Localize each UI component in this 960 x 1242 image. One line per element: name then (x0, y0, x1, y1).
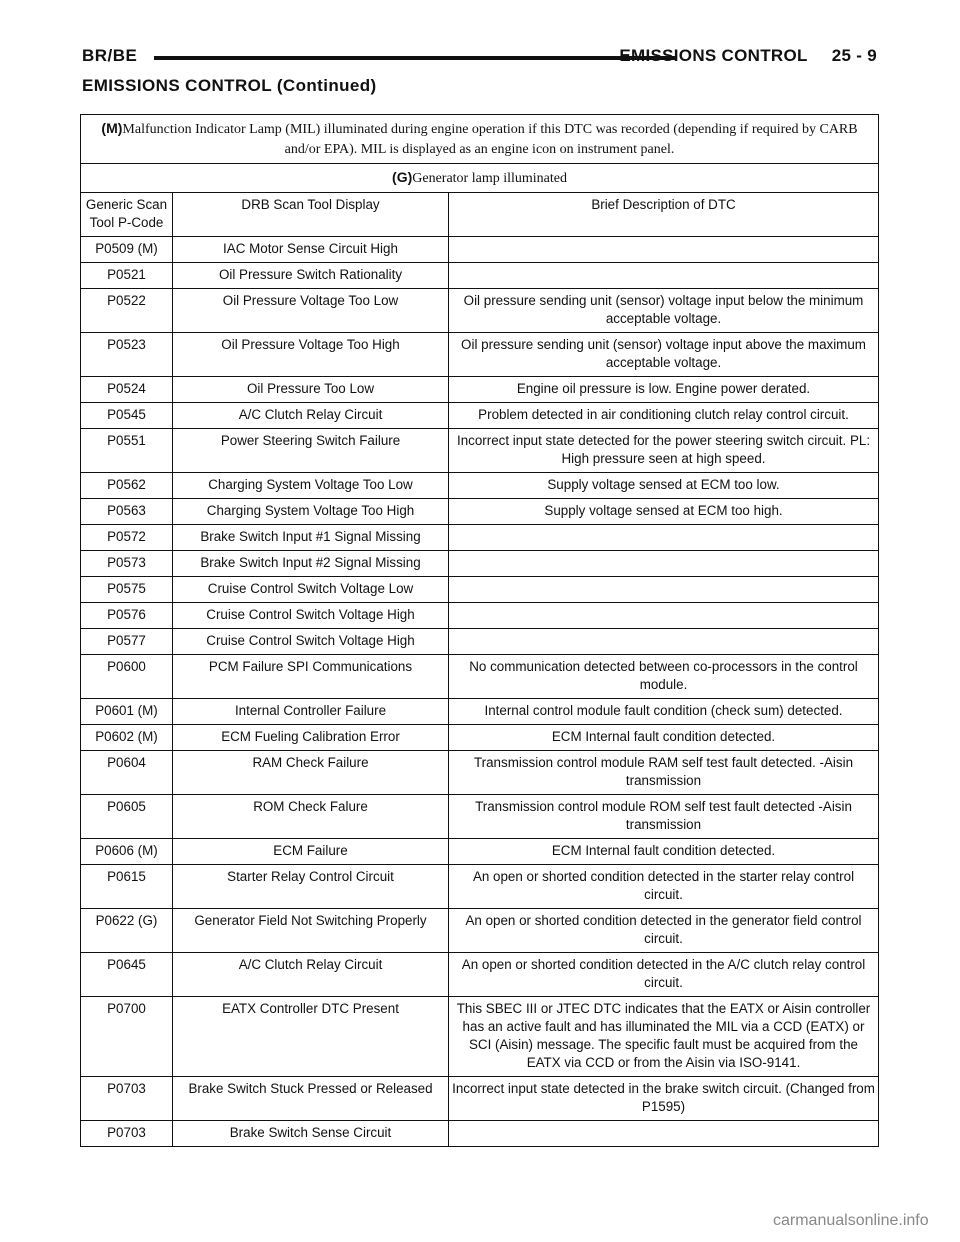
table-row (81, 403, 879, 429)
table-row (81, 699, 879, 725)
description-cell: Supply voltage sensed at ECM too high. (449, 499, 879, 525)
column-header-pcode: Generic Scan Tool P-Code (81, 193, 173, 237)
table-row (81, 751, 879, 795)
pcode-cell: P0523 (81, 333, 173, 377)
description-cell (449, 551, 879, 577)
dtc-table (80, 114, 879, 1147)
display-cell: IAC Motor Sense Circuit High (173, 237, 449, 263)
display-cell: ECM Fueling Calibration Error (173, 725, 449, 751)
description-cell: This SBEC III or JTEC DTC indicates that the EATX or Aisin controller has an active fault and has illuminated the MIL via a CCD (EATX) or SCI (Aisin) message. The specific fault must be acquired from the EATX via CCD or from the Aisin via ISO-9141. (449, 997, 879, 1077)
table-row (81, 603, 879, 629)
display-cell: Internal Controller Failure (173, 699, 449, 725)
table-row (81, 429, 879, 473)
table-row (81, 655, 879, 699)
display-cell: Oil Pressure Switch Rationality (173, 263, 449, 289)
table-row (81, 795, 879, 839)
description-cell: Transmission control module RAM self test fault detected. -Aisin transmission (449, 751, 879, 795)
description-cell: Engine oil pressure is low. Engine power derated. (449, 377, 879, 403)
pcode-cell: P0551 (81, 429, 173, 473)
display-cell: Cruise Control Switch Voltage High (173, 629, 449, 655)
watermark: carmanualsonline.info (773, 1212, 929, 1229)
column-header-description: Brief Description of DTC (449, 193, 879, 237)
display-cell: Starter Relay Control Circuit (173, 865, 449, 909)
pcode-cell: P0577 (81, 629, 173, 655)
header-page-number: 25 - 9 (831, 46, 877, 65)
pcode-cell: P0602 (M) (81, 725, 173, 751)
display-cell: Charging System Voltage Too Low (173, 473, 449, 499)
table-row (81, 237, 879, 263)
display-cell: Brake Switch Input #2 Signal Missing (173, 551, 449, 577)
note-text: Generator lamp illuminated (412, 171, 567, 186)
table-row (81, 577, 879, 603)
note-text: Malfunction Indicator Lamp (MIL) illuminated during engine operation if this DTC was recorded (depending if required by CARB and/or EPA). MIL is displayed as an engine icon on instrument panel. (122, 122, 858, 157)
display-cell: Oil Pressure Voltage Too High (173, 333, 449, 377)
column-header-display: DRB Scan Tool Display (173, 193, 449, 237)
description-cell: Problem detected in air conditioning clutch relay control circuit. (449, 403, 879, 429)
pcode-cell: P0703 (81, 1077, 173, 1121)
header-model: BR/BE (82, 46, 138, 65)
note-key: (M) (101, 120, 123, 136)
table-row (81, 263, 879, 289)
table-row (81, 499, 879, 525)
pcode-cell: P0545 (81, 403, 173, 429)
pcode-cell: P0522 (81, 289, 173, 333)
table-row (81, 525, 879, 551)
pcode-cell: P0575 (81, 577, 173, 603)
pcode-cell: P0703 (81, 1121, 173, 1147)
pcode-cell: P0700 (81, 997, 173, 1077)
description-cell: An open or shorted condition detected in the generator field control circuit. (449, 909, 879, 953)
description-cell (449, 1121, 879, 1147)
table-row (81, 1077, 879, 1121)
table-row (81, 289, 879, 333)
table-row (81, 333, 879, 377)
description-cell (449, 629, 879, 655)
pcode-cell: P0601 (M) (81, 699, 173, 725)
pcode-cell: P0600 (81, 655, 173, 699)
note-key: (G) (392, 169, 413, 185)
header-rule (154, 56, 676, 60)
description-cell: Incorrect input state detected for the power steering switch circuit. PL: High pressure seen at high speed. (449, 429, 879, 473)
page-header (82, 40, 877, 74)
display-cell: Oil Pressure Voltage Too Low (173, 289, 449, 333)
description-cell: An open or shorted condition detected in the starter relay control circuit. (449, 865, 879, 909)
display-cell: ECM Failure (173, 839, 449, 865)
description-cell (449, 525, 879, 551)
pcode-cell: P0576 (81, 603, 173, 629)
display-cell: Brake Switch Input #1 Signal Missing (173, 525, 449, 551)
display-cell: A/C Clutch Relay Circuit (173, 403, 449, 429)
table-row (81, 1121, 879, 1147)
display-cell: Generator Field Not Switching Properly (173, 909, 449, 953)
display-cell: RAM Check Failure (173, 751, 449, 795)
description-cell (449, 237, 879, 263)
table-row (81, 551, 879, 577)
table-header-row (81, 193, 879, 237)
pcode-cell: P0562 (81, 473, 173, 499)
pcode-cell: P0645 (81, 953, 173, 997)
display-cell: Charging System Voltage Too High (173, 499, 449, 525)
pcode-cell: P0615 (81, 865, 173, 909)
note-row-g (81, 164, 879, 193)
pcode-cell: P0606 (M) (81, 839, 173, 865)
pcode-cell: P0605 (81, 795, 173, 839)
display-cell: EATX Controller DTC Present (173, 997, 449, 1077)
header-chapter-title: EMISSIONS CONTROL (619, 46, 808, 65)
table-row (81, 377, 879, 403)
pcode-cell: P0604 (81, 751, 173, 795)
pcode-cell: P0622 (G) (81, 909, 173, 953)
description-cell: Oil pressure sending unit (sensor) voltage input above the maximum acceptable voltage. (449, 333, 879, 377)
table-row (81, 473, 879, 499)
description-cell (449, 577, 879, 603)
display-cell: Cruise Control Switch Voltage Low (173, 577, 449, 603)
display-cell: ROM Check Falure (173, 795, 449, 839)
display-cell: Power Steering Switch Failure (173, 429, 449, 473)
pcode-cell: P0524 (81, 377, 173, 403)
display-cell: Brake Switch Stuck Pressed or Released (173, 1077, 449, 1121)
pcode-cell: P0509 (M) (81, 237, 173, 263)
header-title-block (619, 46, 877, 66)
description-cell: ECM Internal fault condition detected. (449, 839, 879, 865)
table-row (81, 865, 879, 909)
table-row (81, 725, 879, 751)
display-cell: Brake Switch Sense Circuit (173, 1121, 449, 1147)
pcode-cell: P0573 (81, 551, 173, 577)
section-title: EMISSIONS CONTROL (Continued) (82, 76, 377, 95)
description-cell: No communication detected between co-processors in the control module. (449, 655, 879, 699)
table-row (81, 953, 879, 997)
table-row (81, 629, 879, 655)
description-cell: Internal control module fault condition (check sum) detected. (449, 699, 879, 725)
note-row-m (81, 115, 879, 164)
description-cell (449, 603, 879, 629)
description-cell: ECM Internal fault condition detected. (449, 725, 879, 751)
pcode-cell: P0572 (81, 525, 173, 551)
pcode-cell: P0563 (81, 499, 173, 525)
description-cell (449, 263, 879, 289)
description-cell: Supply voltage sensed at ECM too low. (449, 473, 879, 499)
display-cell: Cruise Control Switch Voltage High (173, 603, 449, 629)
table-row (81, 997, 879, 1077)
description-cell: Transmission control module ROM self test fault detected -Aisin transmission (449, 795, 879, 839)
pcode-cell: P0521 (81, 263, 173, 289)
display-cell: PCM Failure SPI Communications (173, 655, 449, 699)
table-row (81, 839, 879, 865)
description-cell: Oil pressure sending unit (sensor) voltage input below the minimum acceptable voltage. (449, 289, 879, 333)
display-cell: A/C Clutch Relay Circuit (173, 953, 449, 997)
description-cell: Incorrect input state detected in the brake switch circuit. (Changed from P1595) (449, 1077, 879, 1121)
table-row (81, 909, 879, 953)
display-cell: Oil Pressure Too Low (173, 377, 449, 403)
description-cell: An open or shorted condition detected in the A/C clutch relay control circuit. (449, 953, 879, 997)
